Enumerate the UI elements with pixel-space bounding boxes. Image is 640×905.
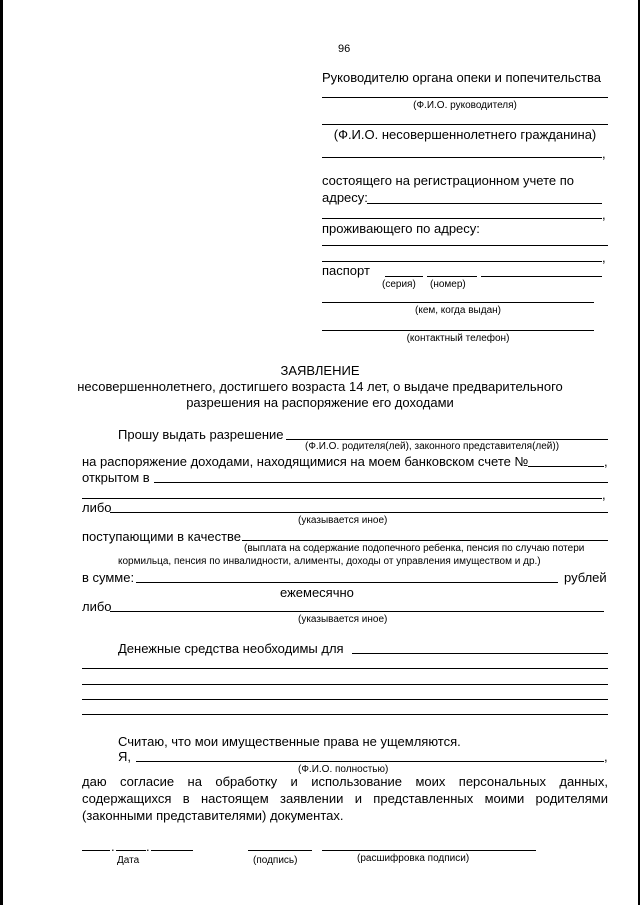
page-number: 96 (338, 43, 351, 55)
amount-line (136, 582, 558, 583)
registered-text-1: состоящего на регистрационном учете по (322, 173, 574, 188)
minor-name-caption: (Ф.И.О. несовершеннолетнего гражданина) (333, 127, 597, 142)
rubles-text: рублей (564, 570, 607, 585)
registered-address-line-2 (322, 218, 602, 219)
other-2-line (110, 611, 604, 612)
date-month-line (116, 850, 146, 851)
income-caption-1: (выплата на содержание подопечного ребенка, пенсия по случаю потери (244, 543, 585, 554)
passport-series-line (385, 276, 423, 277)
living-address-line (322, 245, 608, 246)
account-number-line (528, 466, 604, 467)
registered-address-line (367, 203, 602, 204)
passport-issued-line (322, 302, 594, 303)
other-2-caption: (указывается иное) (298, 614, 388, 625)
other-1-line (110, 512, 608, 513)
opened-text: открытом в (82, 470, 150, 485)
bank-line (154, 482, 608, 483)
funds-needed-text: Денежные средства необходимы для (118, 641, 344, 656)
request-text: Прошу выдать разрешение (118, 427, 284, 442)
passport-number-caption: (номер) (430, 279, 466, 290)
head-name-line (322, 97, 608, 98)
funds-line-3 (82, 684, 608, 685)
either-2-text: либо (82, 599, 112, 614)
document-subtitle-1: несовершеннолетнего, достигшего возраста 14 лет, о выдаче предварительного (77, 379, 563, 394)
income-type-line (242, 540, 608, 541)
passport-series-caption: (серия) (382, 279, 416, 290)
signature-line (248, 850, 312, 851)
document-subtitle-2: разрешения на распоряжение его доходами (186, 395, 454, 410)
funds-line-2 (82, 668, 608, 669)
consent-line-2: содержащихся в настоящем заявлении и представленных моими родителями (82, 791, 608, 806)
parent-name-line (286, 439, 608, 440)
signature-decoding-caption: (расшифровка подписи) (357, 853, 470, 864)
passport-issued-caption: (кем, когда выдан) (415, 305, 501, 316)
minor-name-line (322, 157, 602, 158)
rights-text: Считаю, что мои имущественные права не ущемляются. (118, 734, 461, 749)
registered-text-2: адресу: (322, 190, 368, 205)
living-text: проживающего по адресу: (322, 221, 480, 236)
signature-caption: (подпись) (253, 855, 298, 866)
other-1-caption: (указывается иное) (298, 515, 388, 526)
monthly-text: ежемесячно (280, 585, 354, 600)
consent-line-3: (законными представителями) документах. (82, 808, 344, 823)
head-name-caption: (Ф.И.О. руководителя) (413, 100, 517, 111)
full-name-caption: (Ф.И.О. полностью) (298, 764, 389, 775)
document-title: ЗАЯВЛЕНИЕ (280, 363, 360, 378)
consent-line-1: даю согласие на обработку и использование моих персональных данных, (82, 774, 608, 789)
date-year-line (151, 850, 193, 851)
funds-line-4 (82, 699, 608, 700)
full-name-line (136, 761, 604, 762)
funds-line-5 (82, 714, 608, 715)
document-page: 96 Руководителю органа опеки и попечительства (Ф.И.О. руководителя) (Ф.И.О. несовершеннолетнего гражданина) , состоящего на регистрационном учете по адресу: , проживающего по адресу: , паспорт (серия) (номер) (кем, когда выдан) (контактный телефон) ЗАЯВЛЕНИЕ несовершеннолетнего, достигшего возраста 14 лет, о выдаче предварительного разрешения на распоряжение его доходами Прошу выдать разрешение (Ф.И.О. родителя(лей), законного представителя(лей)) на распоряжение доходами, находящимися на моем банковском счете № , открытом в , либо (указывается иное) поступающими в качестве (выплата на содержание подопечного ребенка, пенсия по случаю потери кормильца, пенсия по инвалидности, алименты, доходы от управления имуществом и др.) в сумме: рублей ежемесячно либо (указывается иное) Денежные средства необходимы для Считаю, что мои имущественные права не ущемляются. Я, , (Ф.И.О. полностью) даю согласие на обработку и использование моих персональных данных, содержащихся в настоящем заявлении и представленных моими родителями (законными представителями) документах. . . Дата (подпись) (расшифровка подписи) (0, 0, 640, 905)
living-address-line-2 (322, 261, 602, 262)
recipient-title: Руководителю органа опеки и попечительства (322, 70, 601, 85)
either-1-text: либо (82, 500, 112, 515)
parent-name-caption: (Ф.И.О. родителя(лей), законного представителя(лей)) (305, 441, 560, 452)
amount-text: в сумме: (82, 570, 135, 585)
scan-edge-left (0, 0, 3, 905)
date-caption: Дата (117, 855, 140, 866)
passport-extra-line (481, 276, 602, 277)
i-text: Я, (118, 749, 131, 764)
minor-name-top-line (322, 124, 608, 125)
income-caption-2: кормильца, пенсия по инвалидности, алименты, доходы от управления имуществом и др.) (118, 556, 541, 567)
signature-decoding-line (322, 850, 536, 851)
account-text: на распоряжение доходами, находящимися на моем банковском счете № (82, 454, 529, 469)
passport-number-line (427, 276, 477, 277)
phone-line (322, 330, 594, 331)
passport-label: паспорт (322, 263, 370, 278)
date-day-line (82, 850, 110, 851)
bank-line-2 (82, 498, 602, 499)
funds-line-1 (352, 653, 608, 654)
income-as-text: поступающими в качестве (82, 529, 242, 544)
phone-caption: (контактный телефон) (406, 333, 510, 344)
